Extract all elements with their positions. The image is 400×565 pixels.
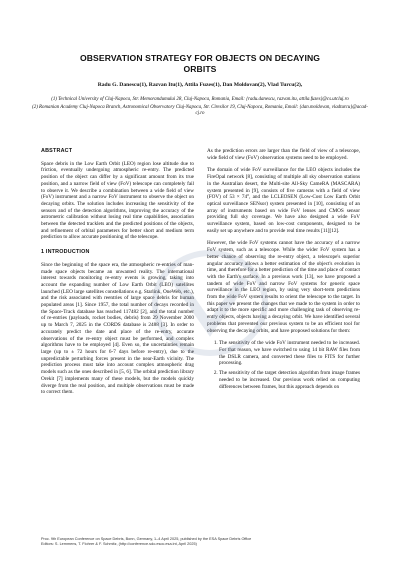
footer-line-2: Editors: S. Lemmens, T. Flohrer & F. Schmitz, (http://conference.sdo.esoc.esa.int, April 2025) [41,542,197,546]
body-paragraph: The domain of wide FoV surveillance for the LEO objects includes the FireOpal network [8], consisting of multiple all sky observation stations in the Australian desert, the Multi-site All-Sky CameRA (MASCARA) system presented in [9], consists of five cameras with a field of view (FOV) of 53 × 74°, and the LCLEOSEN (Low-Cost Low Earth Orbit optical surveillance SENsor) system presented in [10], consisting of an array of instruments based on wide FoV lenses and CMOS sensor providing full sky coverage. We have also designed a wide FoV surveillance system, based on low-cost components, designed to be easily set up anywhere and to provide real time results [11][12]. [207,167,360,234]
affiliation-1: (1) Technical University of Cluj-Napoca, Str. Memorandumului 28, Cluj-Napoca, Romania, Email: {radu.danescu, razvan.itu, attila.fuzes}@cs.utcluj.ro [51,97,349,102]
body-paragraph: However, the wide FoV systems cannot have the accuracy of a narrow FoV system, such as a telescope. While the wider FoV system has a better chance of observing the re-entry object, a telescope's superior angular accuracy allows a better estimation of the object's evolution in time, and therefore for a better prediction of the time and place of contact with the Earth's surface. In a previous work [13], we have proposed a tandem of wide FoV and narrow FoV systems for generic space surveillance in the LEO region, by using very short-term predictions from the wide FoV system results to orient the telescope to the target. In this paper we present the changes that we made to the system in order to adapt it to the more specific and more challenging task of observing re-entry objects, objects having a decaying orbit. We have identified several problems that prevented our previous system to be an efficient tool for observing the decaying orbits, and have proposed solutions for them: [207,240,360,334]
author-list: Radu G. Danescu(1), Razvan Itu(1), Attila Fuzes(1), Dan Moldovan(2), Vlad Turcu(2), [97,82,303,88]
list-item: 1. The sensitivity of the wide FoV instrument needed to be increased. For that reason, we have switched to using 14 bit RAW files from the DSLR camera, and converted these files to FITS for further processing. [219,340,360,367]
paper-title [30,53,370,75]
introduction-heading: 1 INTRODUCTION [41,249,90,256]
title-line-1: OBSERVATION STRATEGY FOR OBJECTS ON DECAYING [79,53,321,63]
abstract-heading: ABSTRACT [41,148,73,154]
affiliation-2: (2) Romanian Academy Cluj-Napoca Branch, Astronomical Observatory Cluj-Napoca, Str. Ciresilor 19, Cluj-Napoca, Romania, Email: {dan.moldovan, vladturcu}@acad-cj.ro [32,104,368,116]
list-item: 2. The sensitivity of the target detection algorithm from image frames needed to be increased. Our previous work relied on computing differences between frames, but this approach depends on [219,370,360,390]
introduction-paragraph: Since the beginning of the space era, the atmospheric re-entries of man-made space objects became an unwanted reality. The international interest towards monitoring re-entry events is growing, taking into account the expanding number of Low Earth Orbit (LEO) satellites launched (LEO large satellites constellations e.g. Starlink, OneWeb, etc.), and the risk associated with reentries of large space debris for human populated areas [1]. Since 1957, the total number of decays recorded in the Space-Track database has reached 117482 [2], and the total number of re-entries (payloads, rocket bodies, debris) from 29 November 2000 up to March 7, 2025 in the CORDS database is 2488 [3]. In order to accurately predict the date and place of the re-entry, accurate observations of the re-entry object must be performed, and complex algorithms have to be employed [4]. Even so, the uncertainties remain large (up to ± 72 hours for 6-7 days before re-entry), due to the unpredictable perturbing forces present in the near-Earth vicinity. The prediction process must take into account complex atmospheric drag models such as the ones described in [5, 6]. The orbital prediction library Orekit [7] implements many of these models, but the models quickly diverge from the real position, and multiple observations must be made to correct them. [41,261,194,396]
right-column [207,148,360,393]
footer-line-1: Proc. 9th European Conference on Space Debris, Bonn, Germany, 1–4 April 2025, published by the ESA Space Debris Office [41,537,252,541]
problem-list [207,340,360,390]
left-column [41,148,194,402]
abstract-text: Space debris in the Low Earth Orbit (LEO) region lose altitude due to friction, eventually undergoing atmospheric re-entry. The predicted position of the object can differ by a significant amount from its true position, and a narrow field of view (FoV) telescope can completely fail to observe it. We describe a combination between a wide field of view (FoV) instrument and a narrow FoV instrument to observe the object on decaying orbits. The solution includes increasing the sensitivity of the sensors and of the detection algorithms, improving the accuracy of the astrometric calibration without losing real time capabilities, association between the detected tracklets and the predicted positions of the objects, and refinement of orbital parameters for better short and medium term prediction to allow accurate positioning of the telescope. [41,160,194,241]
affiliations [28,97,372,119]
body-paragraph: As the prediction errors are larger than the field of view of a telescope, wide field of view (FoV) observation systems need to be employed. [207,148,360,161]
title-line-2: ORBITS [183,64,217,74]
page-footer [41,537,361,547]
